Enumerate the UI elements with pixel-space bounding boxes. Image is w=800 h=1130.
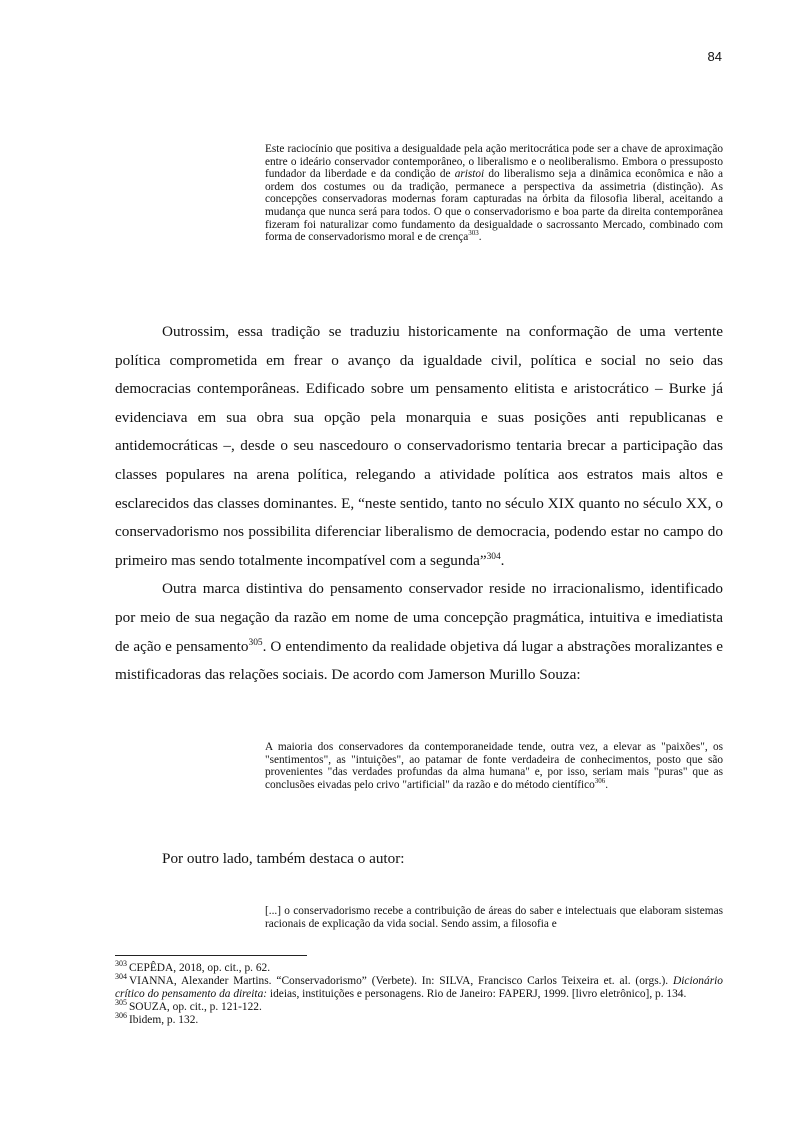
footnotes: [115, 959, 723, 1027]
footnote-italic-title: Dicionário crítico do pensamento da direita:: [115, 975, 723, 1000]
footnote-ref-304[interactable]: 304: [486, 551, 501, 562]
footnote-304: [115, 972, 723, 1001]
quote-1-text-start: Este raciocínio que positiva a desigualdade pela ação meritocrática pode ser a chave de aproximação entre o ideário conservador contemporâneo, o liberalismo e o neoliberalismo. Embora o pressuposto fundador da liberdade e da condição de: [265, 143, 723, 181]
footnote-text: SOUZA, op. cit., p. 121-122.: [128, 1001, 262, 1013]
block-quote-1: [265, 143, 723, 244]
footnote-text: CEPÊDA, 2018, op. cit., p. 62.: [128, 962, 271, 974]
footnote-305: [115, 998, 723, 1014]
block-quote-3: [...] o conservadorismo recebe a contribuição de áreas do saber e intelectuais que elaboram sistemas racionais de explicação da vida social. Sendo assim, a filosofia e: [265, 905, 723, 930]
footnote-ref-305[interactable]: 305: [248, 637, 263, 648]
page-number: 84: [707, 49, 722, 64]
footnote-ref-306[interactable]: 306: [594, 777, 606, 786]
paragraph-1-text: Outrossim, essa tradição se traduziu historicamente na conformação de uma vertente política comprometida em frear o avanço da igualdade civil, política e social no seio das democracias contemporâneas. Edificado sobre um pensamento elitista e aristocrático – Burke já evidenciava em sua obra sua opção pela monarquia e suas posições anti republicanas e antidemocráticas –, desde o seu nascedouro o conservadorismo tentaria brecar a participação das classes populares na arena política, relegando a atividade política aos estratos mais altos e esclarecidos das classes dominantes. E, “neste sentido, tanto no século XIX quanto no século XX, o conservadorismo nos possibilita diferenciar liberalismo de democracia, podendo estar no campo do primeiro mas sendo totalmente incompatível com a segunda”: [115, 323, 723, 569]
footnote-306: [115, 1011, 723, 1027]
quote-1-italic-term: aristoi: [454, 168, 485, 181]
quote-1-period: .: [478, 231, 482, 244]
paragraph-1: [115, 318, 723, 575]
paragraph-1-period: .: [500, 551, 505, 569]
footnote-number: 305: [115, 998, 127, 1008]
block-quote-2: [265, 741, 723, 791]
footnote-number: 304: [115, 972, 127, 982]
footnote-text-end: ideias, instituições e personagens. Rio de Janeiro: FAPERJ, 1999. [livro eletrônico], p. 134.: [267, 988, 687, 1000]
paragraph-2-text-end: . O entendimento da realidade objetiva dá lugar a abstrações moralizantes e mistificadoras das relações sociais. De acordo com Jamerson Murillo Souza:: [115, 637, 724, 684]
quote-2-text: A maioria dos conservadores da contemporaneidade tende, outra vez, a elevar as "paixões", os "sentimentos", as "intuições", ao patamar de fonte verdadeira de conhecimentos, posto que são provenientes "das verdades profundas da alma humana" e, por isso, seriam mais "puras" que as conclusões eivadas pelo crivo "artificial" da razão e do método científico: [265, 741, 723, 791]
footnote-separator: [115, 955, 307, 956]
paragraph-2-text-start: Outra marca distintiva do pensamento conservador reside no irracionalismo, identificado por meio de sua negação da razão em nome de uma concepção pragmática, intuitiva e imediatista de ação e pensamento: [115, 580, 723, 655]
footnote-text: Ibidem, p. 132.: [128, 1014, 199, 1026]
body-paragraphs-1: [115, 318, 723, 690]
paragraph-2: [115, 575, 723, 689]
footnote-text-start: VIANNA, Alexander Martins. “Conservadorismo” (Verbete). In: SILVA, Francisco Carlos Teixeira et. al. (orgs.).: [128, 975, 673, 987]
footnote-number: 303: [115, 959, 127, 969]
footnote-303: [115, 959, 723, 975]
quote-2-period: .: [605, 778, 609, 791]
paragraph-3: Por outro lado, também destaca o autor:: [162, 850, 405, 867]
footnote-ref-303[interactable]: 303: [468, 229, 479, 238]
footnote-number: 306: [115, 1011, 127, 1021]
quote-1-text-end: do liberalismo seja a dinâmica econômica e não a ordem dos costumes ou da tradição, permanece a perspectiva da assimetria (distinção). As concepções conservadoras modernas foram capturadas na órbita da filosofia liberal, aceitando a mudança que nunca será para todos. O que o conservadorismo e boa parte da direita contemporânea fizeram foi naturalizar como fundamento da desigualdade o sacrossanto Mercado, combinado com forma de conservadorismo moral e de crença: [265, 168, 723, 244]
body-paragraphs-2: [115, 845, 723, 874]
